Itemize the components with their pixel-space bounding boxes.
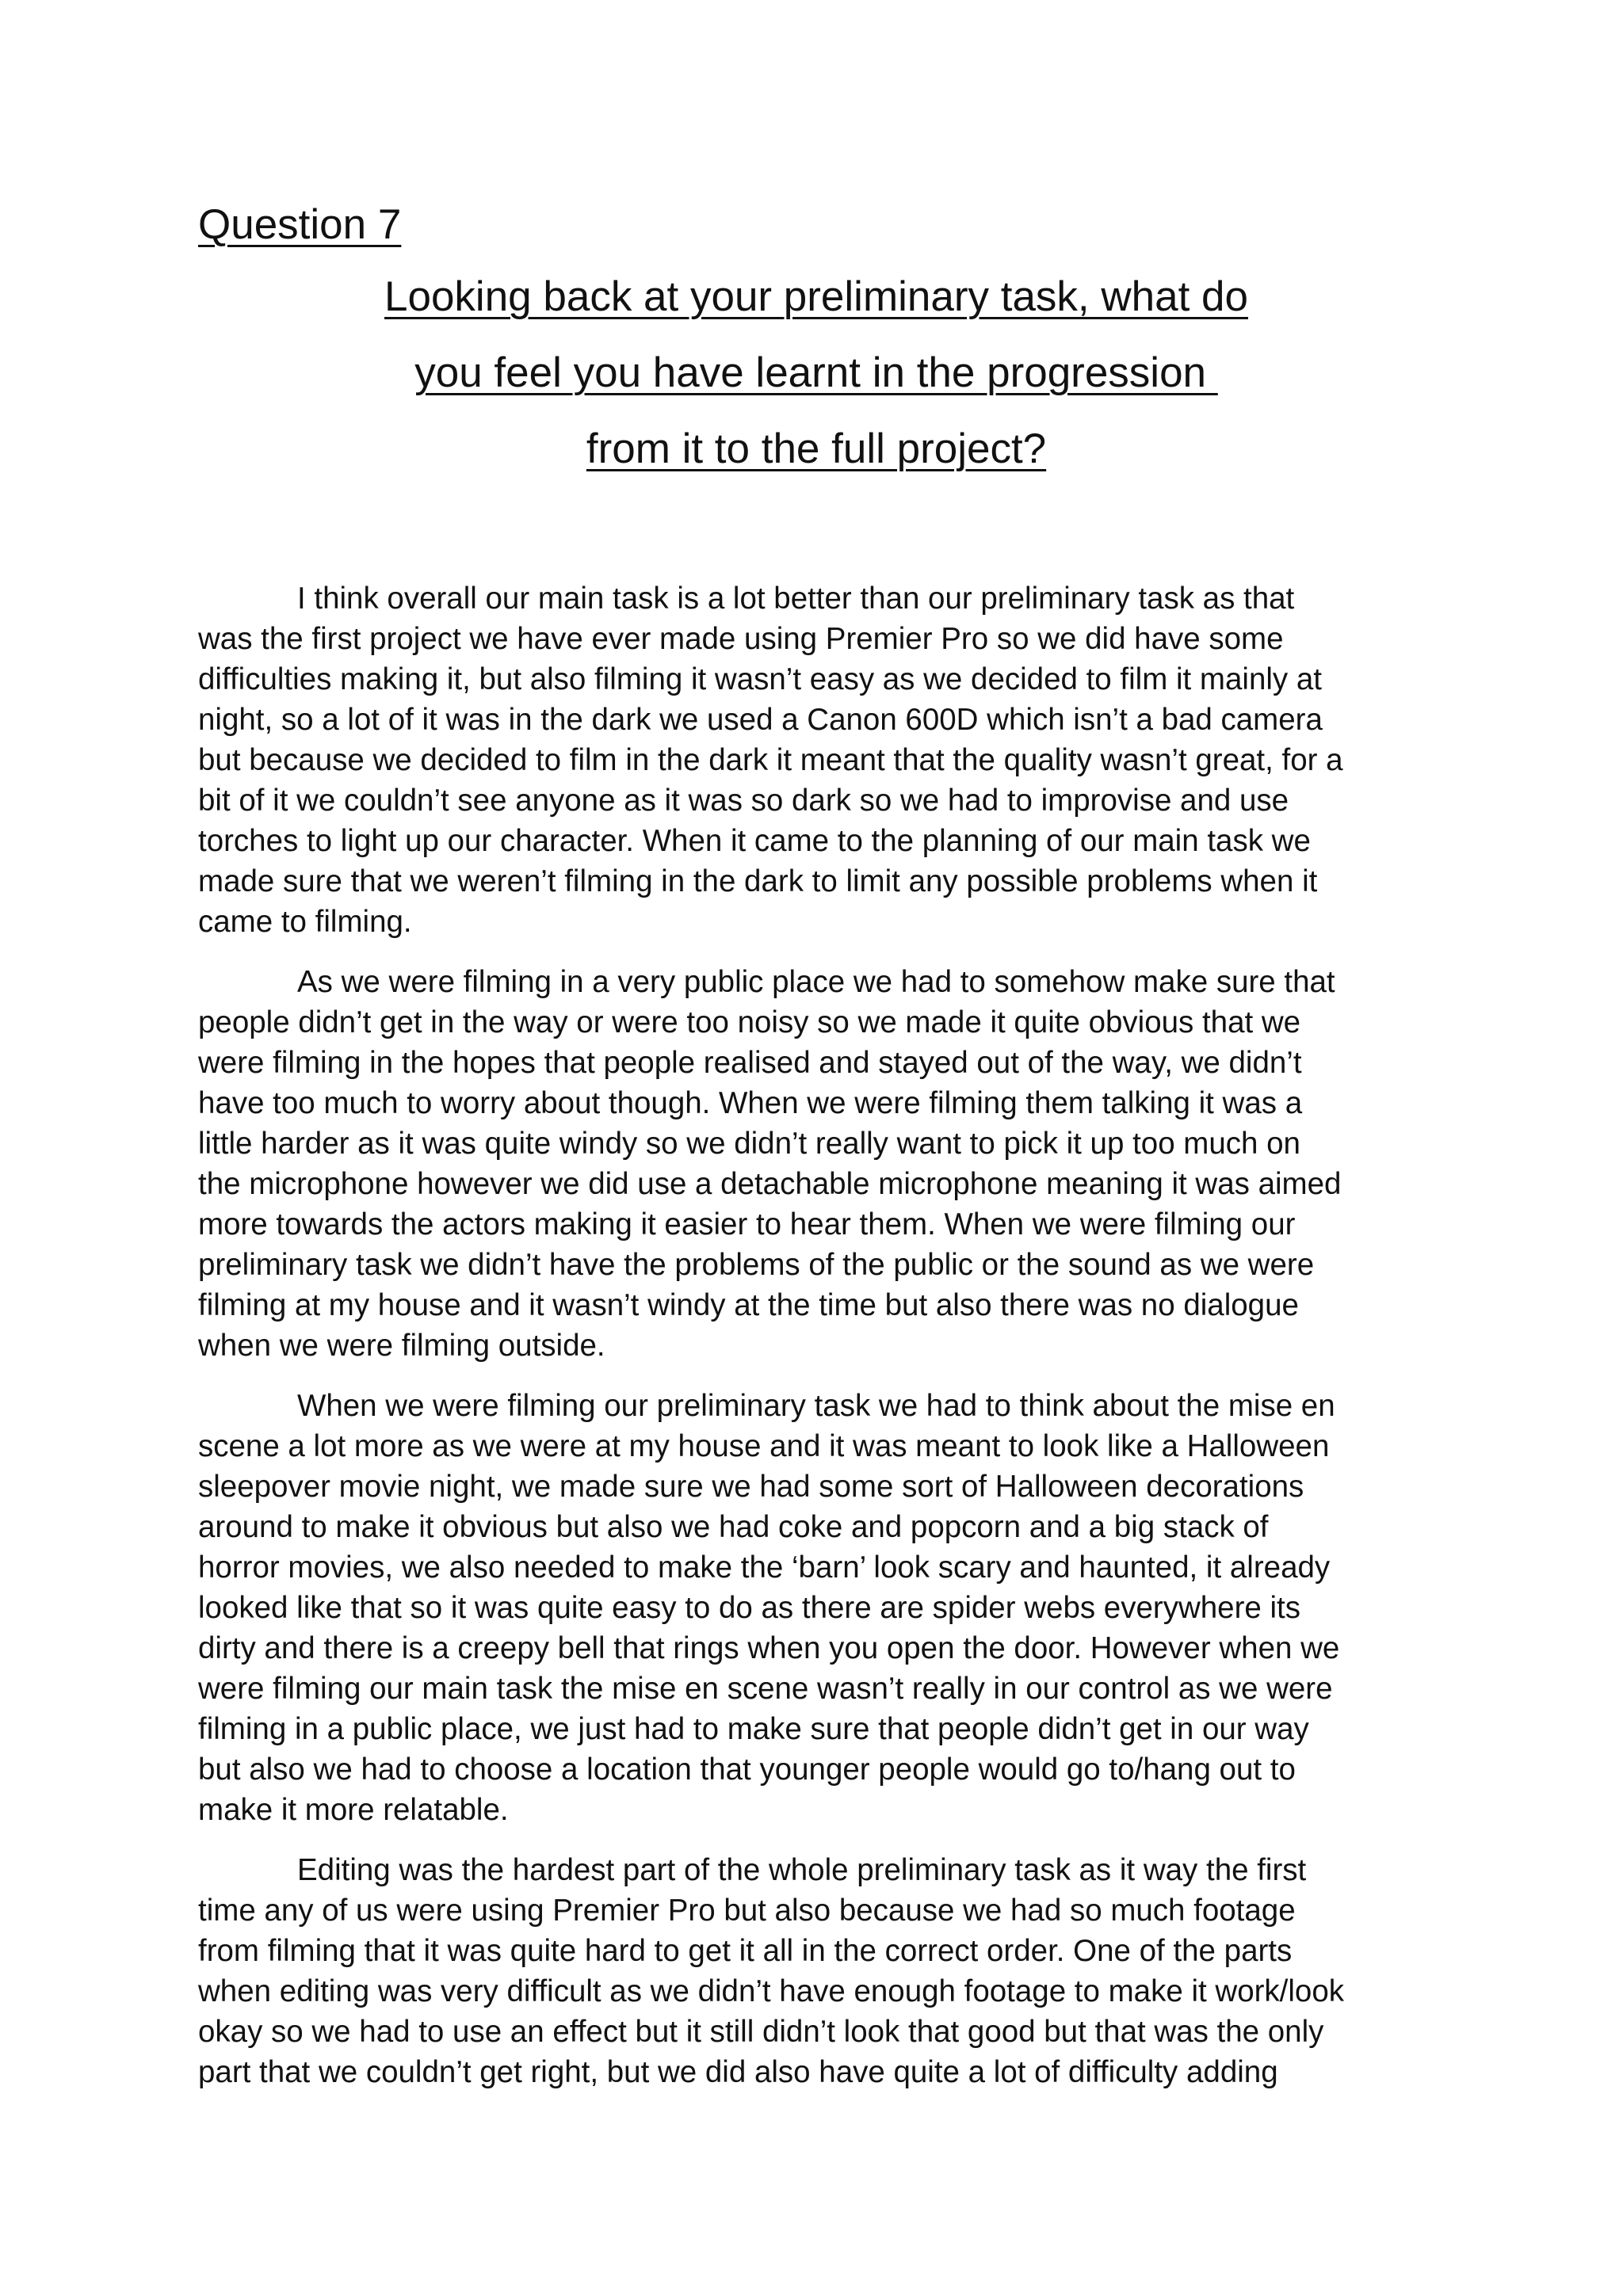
answer-paragraph xyxy=(198,1386,1434,1830)
text-line: came to filming. xyxy=(198,905,412,939)
text-line: horror movies, we also needed to make the ‘barn’ look scary and haunted, it already xyxy=(198,1550,1331,1585)
text-line: from filming that it was quite hard to get it all in the correct order. One of the parts xyxy=(198,1934,1293,1968)
text-line: the microphone however we did use a detachable microphone meaning it was aimed xyxy=(198,1167,1342,1201)
text-line: As we were filming in a very public place we had to somehow make sure that xyxy=(297,965,1335,999)
text-line: Editing was the hardest part of the whole preliminary task as it way the first xyxy=(297,1853,1307,1887)
text-line: was the first project we have ever made using Premier Pro so we did have some xyxy=(198,622,1284,656)
text-line: difficulties making it, but also filming it wasn’t easy as we decided to film it mainly at xyxy=(198,662,1322,696)
answer-paragraph xyxy=(198,578,1434,942)
text-line: were filming our main task the mise en scene wasn’t really in our control as we were xyxy=(198,1672,1333,1706)
text-line: but because we decided to film in the dark it meant that the quality wasn’t great, for a xyxy=(198,743,1343,777)
text-line: made sure that we weren’t filming in the dark to limit any possible problems when it xyxy=(198,864,1318,898)
answer-body xyxy=(198,578,1434,2112)
text-line: when we were filming outside. xyxy=(198,1329,605,1363)
text-line: night, so a lot of it was in the dark we used a Canon 600D which isn’t a bad camera xyxy=(198,703,1323,737)
text-line: around to make it obvious but also we had coke and popcorn and a big stack of xyxy=(198,1510,1269,1544)
question-label: Question 7 xyxy=(198,201,402,248)
text-line: scene a lot more as we were at my house and it was meant to look like a Halloween xyxy=(198,1429,1330,1463)
text-line: more towards the actors making it easier to hear them. When we were filming our xyxy=(198,1207,1296,1241)
text-line: were filming in the hopes that people realised and stayed out of the way, we didn’t xyxy=(198,1046,1302,1080)
text-line: filming in a public place, we just had to make sure that people didn’t get in our way xyxy=(198,1712,1309,1746)
text-line: When we were filming our preliminary task we had to think about the mise en xyxy=(297,1389,1335,1423)
text-line: have too much to worry about though. When we were filming them talking it was a xyxy=(198,1086,1303,1120)
text-line: preliminary task we didn’t have the problems of the public or the sound as we were xyxy=(198,1248,1315,1282)
text-line: make it more relatable. xyxy=(198,1793,509,1827)
text-line: when editing was very difficult as we didn’t have enough footage to make it work/look xyxy=(198,1974,1345,2008)
text-line: sleepover movie night, we made sure we had some sort of Halloween decorations xyxy=(198,1470,1304,1504)
text-line: time any of us were using Premier Pro but also because we had so much footage xyxy=(198,1894,1296,1928)
question-title-line: you feel you have learnt in the progression xyxy=(414,349,1218,396)
text-line: bit of it we couldn’t see anyone as it was so dark so we had to improvise and use xyxy=(198,784,1289,818)
text-line: part that we couldn’t get right, but we did also have quite a lot of difficulty adding xyxy=(198,2055,1278,2089)
text-line: filming at my house and it wasn’t windy at the time but also there was no dialogue xyxy=(198,1288,1299,1322)
question-title-line: Looking back at your preliminary task, what do xyxy=(384,273,1248,320)
text-line: okay so we had to use an effect but it still didn’t look that good but that was the only xyxy=(198,2015,1324,2049)
text-line: looked like that so it was quite easy to do as there are spider webs everywhere its xyxy=(198,1591,1301,1625)
text-line: but also we had to choose a location that younger people would go to/hang out to xyxy=(198,1753,1296,1787)
question-title xyxy=(198,270,1434,498)
question-title-line: from it to the full project? xyxy=(586,425,1047,472)
text-line: torches to light up our character. When it came to the planning of our main task we xyxy=(198,824,1311,858)
text-line: dirty and there is a creepy bell that rings when you open the door. However when we xyxy=(198,1631,1340,1665)
text-line: I think overall our main task is a lot better than our preliminary task as that xyxy=(297,582,1295,616)
text-line: people didn’t get in the way or were too noisy so we made it quite obvious that we xyxy=(198,1005,1301,1039)
answer-paragraph xyxy=(198,962,1434,1366)
answer-paragraph xyxy=(198,1850,1434,2092)
text-line: little harder as it was quite windy so we didn’t really want to pick it up too much on xyxy=(198,1127,1300,1161)
